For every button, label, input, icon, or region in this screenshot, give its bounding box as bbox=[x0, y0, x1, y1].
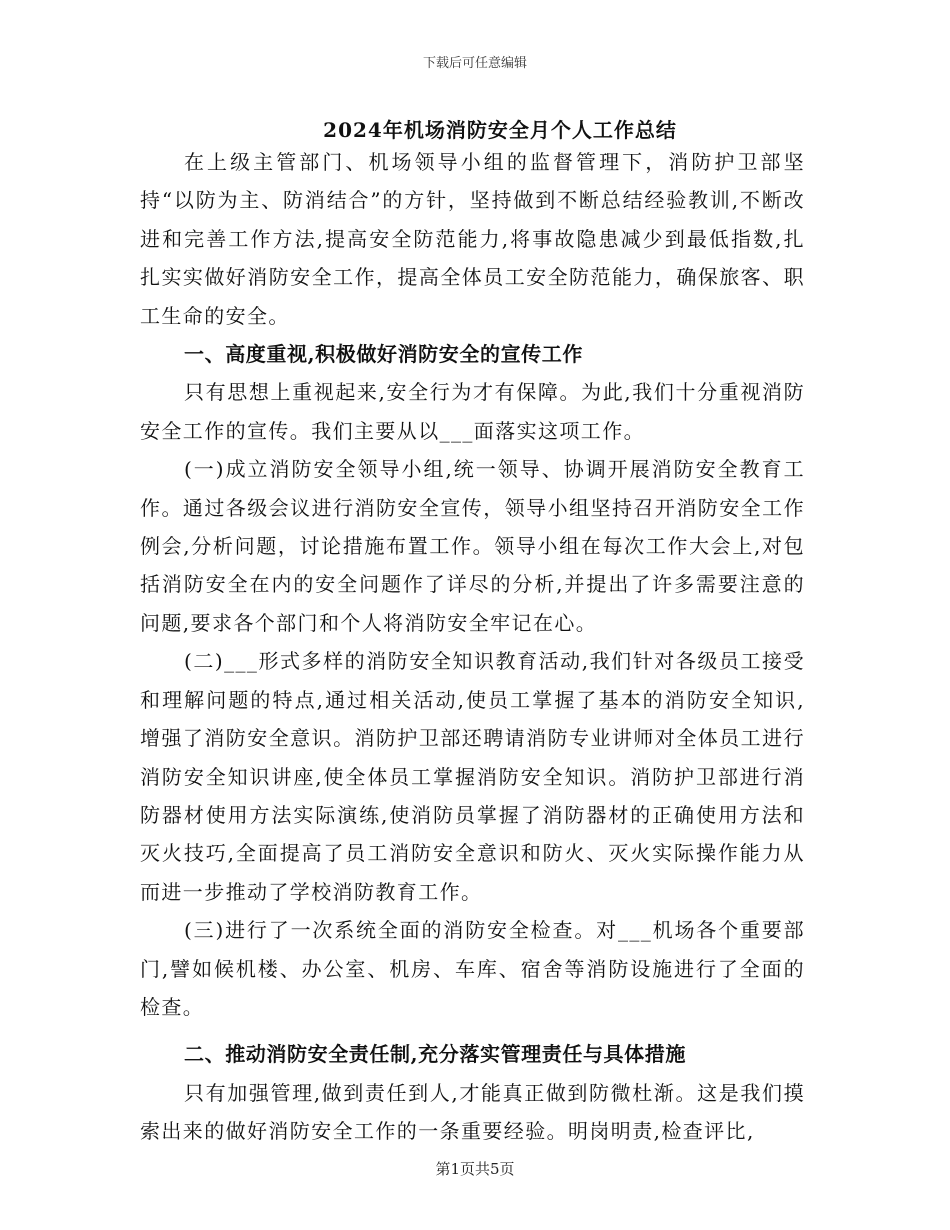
page-number-footer: 第1页共5页 bbox=[435, 1160, 515, 1178]
section-heading-2: 二、推动消防安全责任制,充分落实管理责任与具体措施 bbox=[184, 1042, 686, 1067]
body-paragraph: 只有思想上重视起来,安全行为才有保障。为此,我们十分重视消防安全工作的宣传。我们主要从以___面落实这项工作。 bbox=[140, 380, 805, 443]
page-header-note: 下载后可任意编辑 bbox=[422, 56, 527, 71]
document-title: 2024年机场消防安全月个人工作总结 bbox=[323, 118, 677, 142]
intro-paragraph: 在上级主管部门、机场领导小组的监督管理下，消防护卫部坚持“以防为主、防消结合”的方针，坚持做到不断总结经验教训,不断改进和完善工作方法,提高安全防范能力,将事故隐患减少到最低指数,扎扎实实做好消防安全工作，提高全体员工安全防范能力，确保旅客、职工生命的安全。 bbox=[140, 150, 805, 328]
body-paragraph: (三)进行了一次系统全面的消防安全检查。对___机场各个重要部门,譬如候机楼、办公室、机房、车库、宿舍等消防设施进行了全面的检查。 bbox=[140, 918, 805, 1019]
body-paragraph: (二)___形式多样的消防安全知识教育活动,我们针对各级员工接受和理解问题的特点,通过相关活动,使员工掌握了基本的消防安全知识,增强了消防安全意识。消防护卫部还聘请消防专业讲师对全体员工进行消防安全知识讲座,使全体员工掌握消防安全知识。消防护卫部进行消防器材使用方法实际演练,使消防员掌握了消防器材的正确使用方法和灭火技巧,全面提高了员工消防安全意识和防火、灭火实际操作能力从而进一步推动了学校消防教育工作。 bbox=[140, 649, 805, 904]
document-body bbox=[140, 143, 805, 1151]
body-paragraph: 只有加强管理,做到责任到人,才能真正做到防微杜渐。这是我们摸索出来的做好消防安全工作的一条重要经验。明岗明责,检查评比, bbox=[140, 1080, 805, 1144]
section-heading-1: 一、高度重视,积极做好消防安全的宣传工作 bbox=[184, 342, 583, 367]
body-paragraph: (一)成立消防安全领导小组,统一领导、协调开展消防安全教育工作。通过各级会议进行消防安全宣传，领导小组坚持召开消防安全工作例会,分析问题，讨论措施布置工作。领导小组在每次工作大会上,对包括消防安全在内的安全问题作了详尽的分析,并提出了许多需要注意的问题,要求各个部门和个人将消防安全牢记在心。 bbox=[140, 457, 805, 635]
